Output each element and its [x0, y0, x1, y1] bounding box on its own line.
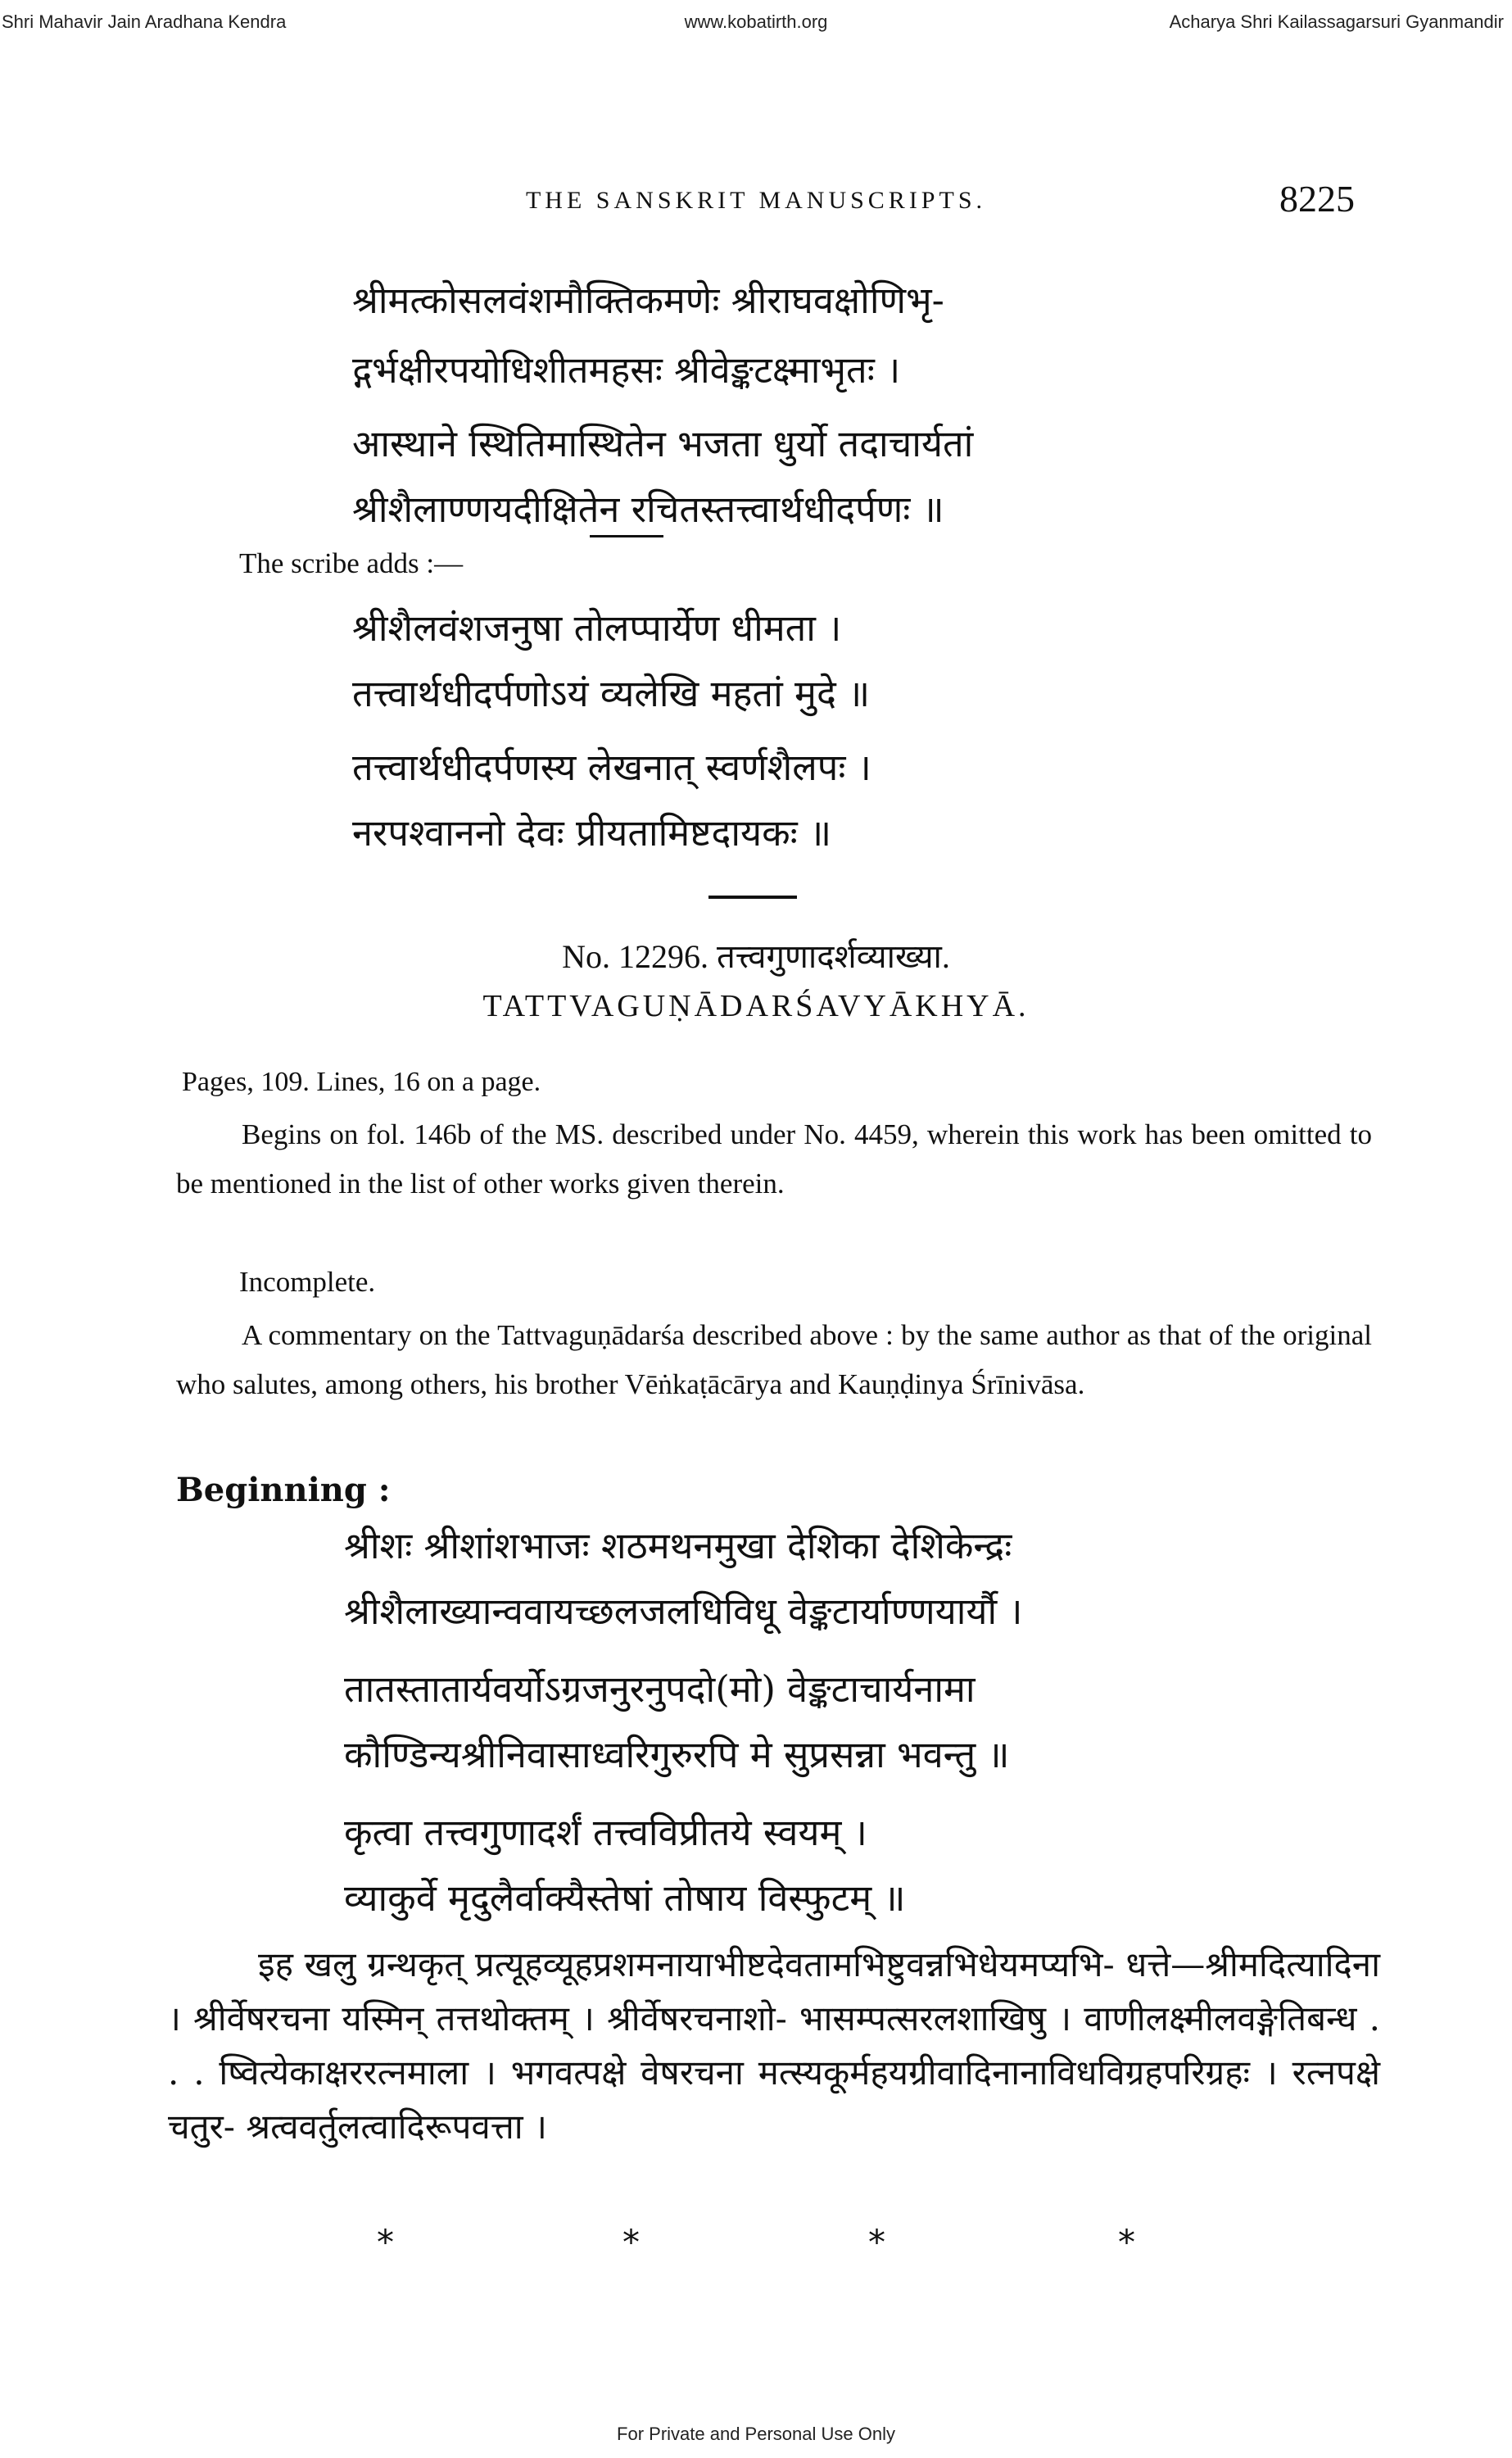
star-separator — [0, 2222, 1512, 2262]
verse-line: आस्थाने स्थितिमास्थितेन भजता धुर्यो तदाचार्यतां — [352, 422, 974, 465]
section-divider — [708, 896, 797, 899]
verse-line: तातस्तातार्यवर्योऽग्रजनुरनुपदो(मो) वेङ्कटाचार्यनामा — [344, 1667, 976, 1711]
verse-line: कौण्डिन्यश्रीनिवासाध्वरिगुरुरपि मे सुप्रसन्ना भवन्तु ॥ — [344, 1733, 1010, 1776]
description-paragraph: Begins on fol. 146b of the MS. described under No. 4459, wherein this work has been omitted to be mentioned in the list of other works given therein. — [176, 1118, 1372, 1200]
star: * — [377, 2222, 394, 2262]
verse-line: श्रीशैलाण्णयदीक्षितेन रचितस्तत्त्वार्थधीदर्पणः ॥ — [352, 488, 944, 531]
running-head — [0, 178, 1512, 220]
verse-line: द्गर्भक्षीरपयोधिशीतमहसः श्रीवेङ्कटक्ष्माभृतः । — [352, 348, 901, 392]
header-left: Shri Mahavir Jain Aradhana Kendra — [2, 11, 287, 32]
description-paragraph: A commentary on the Tattvaguṇādarśa described above : by the same author as that of the original who salutes, among others, his brother Vēṅkaṭācārya and Kauṇḍinya Śrīnivāsa. — [176, 1319, 1372, 1400]
verse-line: तत्त्वार्थधीदर्पणस्य लेखनात् स्वर्णशैलपः । — [352, 746, 871, 789]
pages-lines: Pages, 109. Lines, 16 on a page. — [182, 1067, 541, 1097]
verse-line: व्याकुर्वे मृदुलैर्वाक्यैस्तेषां तोषाय विस्फुटम् ॥ — [344, 1876, 906, 1920]
header-right: Acharya Shri Kailassagarsuri Gyanmandir — [1169, 11, 1504, 32]
star: * — [868, 2222, 885, 2262]
beginning-label: Beginning : — [176, 1471, 391, 1509]
star: * — [622, 2222, 640, 2262]
verse-line: नरपश्वाननो देवः प्रीयतामिष्टदायकः ॥ — [352, 811, 832, 855]
star: * — [1118, 2222, 1135, 2262]
verse-line: तत्त्वार्थधीदर्पणोऽयं व्यलेखि महतां मुदे ॥ — [352, 672, 871, 715]
scribe-note: The scribe adds :— — [239, 547, 464, 579]
verse-line: श्रीशैलवंशजनुषा तोलप्पार्येण धीमता । — [352, 606, 842, 650]
verse-line: श्रीमत्कोसलवंशमौक्तिकमणेः श्रीराघवक्षोणिभृ- — [352, 279, 944, 322]
entry-number: No. 12296. तत्त्वगुणादर्शव्याख्या. — [562, 938, 950, 975]
verse-line: श्रीशः श्रीशांशभाजः शठमथनमुखा देशिका देशिकेन्द्रः — [344, 1524, 1012, 1567]
page-number: 8225 — [1279, 178, 1355, 220]
verse-line: श्रीशैलाख्यान्ववायच्छलजलधिविधू वेङ्कटार्याण्णयार्यौ । — [344, 1590, 1023, 1633]
header-center: www.kobatirth.org — [684, 11, 828, 32]
verse-underline — [590, 535, 663, 537]
status-text: Incomplete. — [239, 1266, 376, 1298]
commentary-prose: इह खलु ग्रन्थकृत् प्रत्यूहव्यूहप्रशमनायाभीष्टदेवतामभिष्टुवन्नभिधेयमप्यभि- धत्ते—श्रीमदित्यादिना । श्रीर्वेषरचना यस्मिन् तत्तथोक्तम् । श्रीर्वेषरचनाशो- भासम्पत्सरलशाखिषु । वाणीलक्ष्मीलवङ्गेतिबन्ध . . . ष्वित्येकाक्षररत्नमाला । भगवत्पक्षे वेषरचना मत्स्यकूर्महयग्रीवादिनानाविधविग्रहपरिग्रहः । रत्नपक्षे चतुर- श्रत्ववर्तुलत्वादिरूपवत्ता । — [168, 1944, 1380, 2147]
footer-notice: For Private and Personal Use Only — [617, 2424, 895, 2444]
entry-title: TATTVAGUṆĀDARŚAVYĀKHYĀ. — [482, 989, 1030, 1023]
source-header — [0, 11, 1512, 36]
running-title: THE SANSKRIT MANUSCRIPTS. — [525, 187, 987, 214]
verse-line: कृत्वा तत्त्वगुणादर्शं तत्त्वविप्रीतये स्वयम् । — [344, 1811, 867, 1854]
